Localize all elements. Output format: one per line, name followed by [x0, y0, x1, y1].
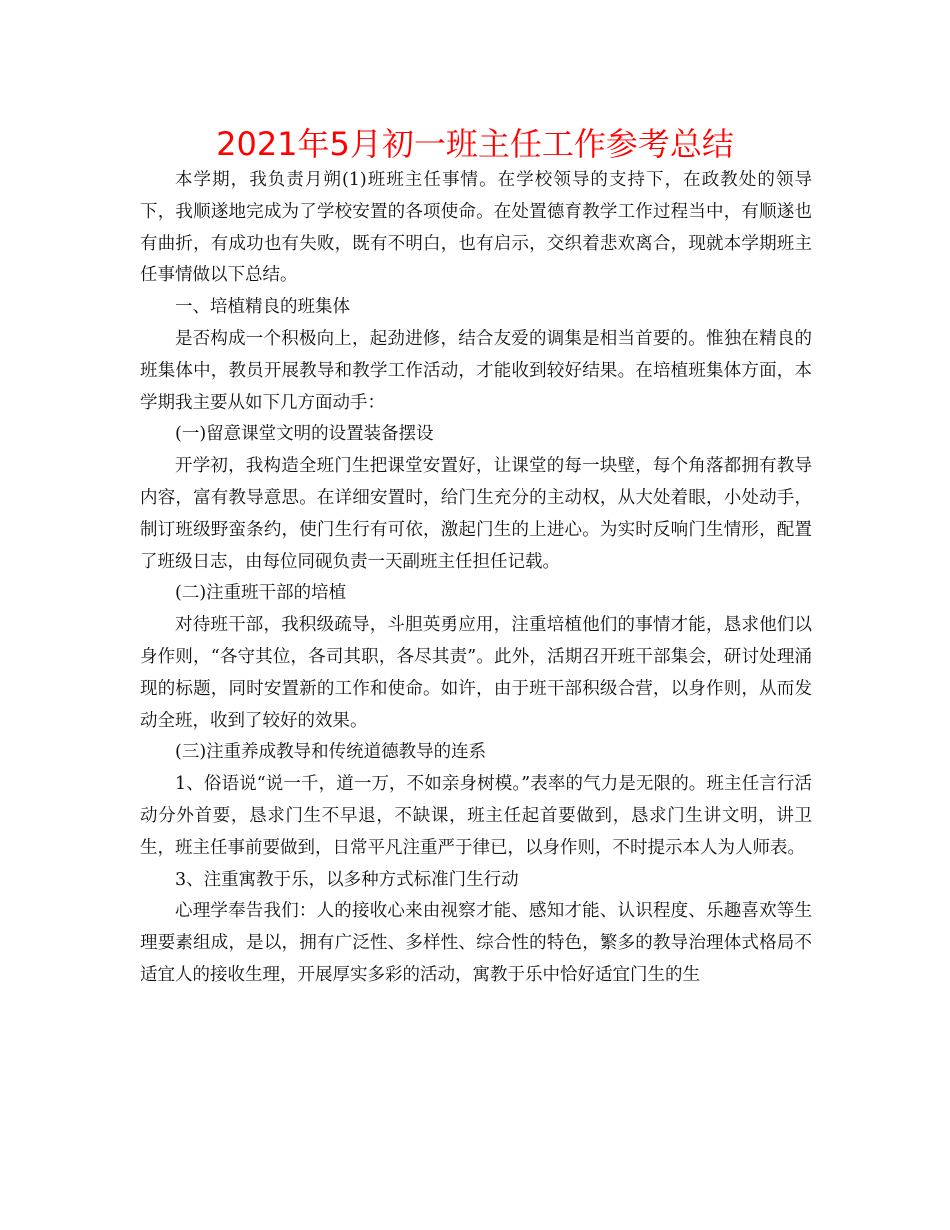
paragraph-class-building: 是否构成一个积极向上，起劲进修，结合友爱的调集是相当首要的。惟独在精良的班集体中，教员开展教导和教学工作活动，才能收到较好结果。在培植班集体方面，本学期我主要从如下几方面动手：: [140, 328, 812, 413]
document-title: 2021年5月初一班主任工作参考总结: [216, 125, 734, 163]
section-heading-class-building: 一、培植精良的班集体: [175, 297, 350, 318]
paragraph-psychology: 心理学奉告我们：人的接收心来由视察才能、感知才能、认识程度、乐趣喜欢等生理要素组成，是以，拥有广泛性、多样性、综合性的特色，繁多的教导治理体式格局不适宜人的接收生理，开展厚实多彩的活动，寓教于乐中恰好适宜门生的生: [140, 901, 812, 985]
paragraph-intro: 本学期，我负责月朔(1)班班主任事情。在学校领导的支持下，在政教处的领导下，我顺遂地完成为了学校安置的各项使命。在处置德育教学工作过程当中，有顺遂也有曲折，有成功也有失败，既有不明白，也有启示，交织着悲欢离合，现就本学期班主任事情做以下总结。: [140, 170, 812, 286]
paragraph-classroom-culture: 开学初，我构造全班门生把课堂安置好，让课堂的每一块壁，每个角落都拥有教导内容，富有教导意思。在详细安置时，给门生充分的主动权，从大处着眼，小处动手，制订班级野蛮条约，使门生行有可依，激起门生的上进心。为实时反响门生情形，配置了班级日志，由每位同砚负责一天副班主任担任记载。: [140, 456, 812, 572]
document-body: [140, 165, 812, 992]
subsection-heading-habit-education: (三)注重养成教导和传统道德教导的连系: [175, 742, 487, 763]
paragraph-class-cadres: 对待班干部，我积级疏导，斗胆英勇应用，注重培植他们的事情才能，恳求他们以身作则，“各守其位，各司其职，各尽其责”。此外，活期召开班干部集会，研讨处理涌现的标题，同时安置新的工作和使命。如许，由于班干部积级合营，以身作则，从而发动全班，收到了较好的效果。: [140, 615, 812, 731]
subsection-heading-class-cadres: (二)注重班干部的培植: [175, 583, 347, 604]
paragraph-lead-by-example: 1、俗语说“说一千，道一万，不如亲身树模。”表率的气力是无限的。班主任言行活动分外首要，恳求门生不早退，不缺课，班主任起首要做到，恳求门生讲文明，讲卫生，班主任事前要做到，日常平凡注重严于律已，以身作则，不时提示本人为人师表。: [140, 774, 812, 858]
item-heading-education-through-fun: 3、注重寓教于乐，以多种方式标准门生行动: [175, 869, 519, 890]
subsection-heading-classroom-culture: (一)留意课堂文明的设置装备摆设: [175, 424, 434, 445]
